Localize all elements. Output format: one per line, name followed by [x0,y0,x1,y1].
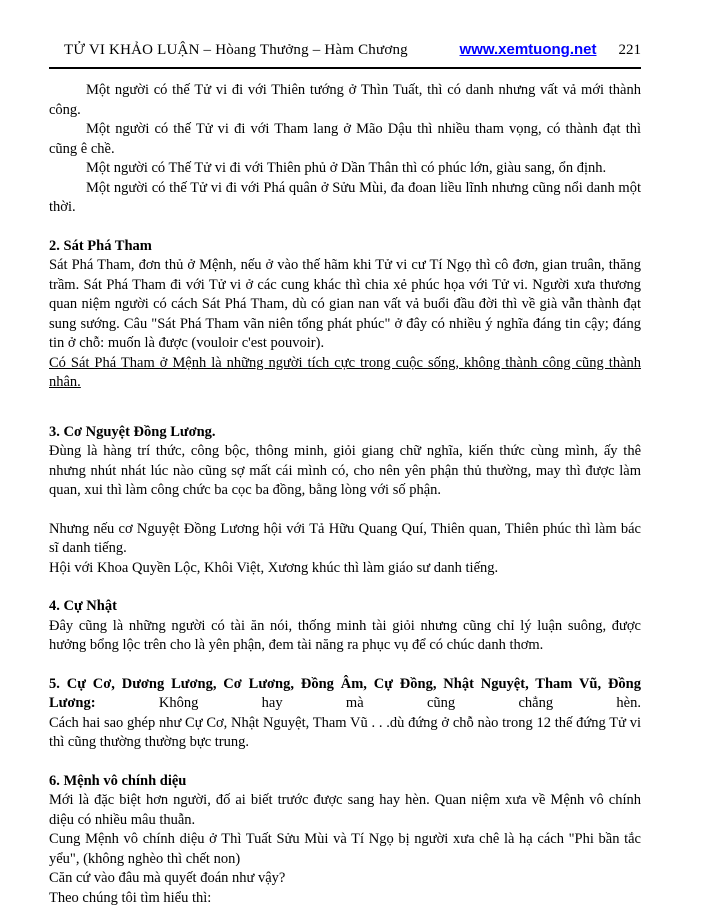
intro-paragraph-3: Một người có Thế Tử vi đi với Thiên phủ ở Dần Thân thì có phúc lớn, giàu sang, ổn định. [86,160,607,176]
header-divider [49,67,641,69]
intro-paragraph-4: Một người có thế Tử vi đi với Phá quân ở Sửu Mùi, đa đoan liều lĩnh nhưng cũng nổi danh một thời. [49,179,641,215]
page-header [64,40,641,60]
section-6-heading: 6. Mệnh vô chính diệu [49,772,187,789]
section-5-spread-phrase: Không hay mà cũng chẳng hèn. [158,695,641,711]
section-2-underlined-conclusion: Có Sát Phá Tham ở Mệnh là những người tích cực trong cuộc sống, không thành công cũng thành nhân. [49,354,641,390]
section-3-paragraph-2: Nhưng nếu cơ Nguyệt Đồng Lương hội với Tả Hữu Quang Quí, Thiên quan, Thiên phúc thì làm bác sĩ danh tiếng. [49,520,641,556]
website-link[interactable]: www.xemtuong.net [459,41,597,58]
section-6-paragraph-3: Căn cứ vào đâu mà quyết đoán như vậy? [49,870,286,886]
section-6-paragraph-1: Mới là đặc biệt hơn người, đố ai biết trước được sang hay hèn. Quan niệm xưa về Mệnh vô chính diệu có nhiều mâu thuẫn. [49,792,641,828]
section-6-paragraph-2: Cung Mệnh vô chính diệu ở Thì Tuất Sửu Mùi và Tí Ngọ bị người xưa chê là hạ cách "Phi bần tắc yểu", (không nghèo thì chết non) [49,831,641,867]
section-5-body: Cách hai sao ghép như Cự Cơ, Nhật Nguyệt, Tham Vũ . . .dù đứng ở chỗ nào trong 12 thế đứng Tử vi thì cũng thường thường bực trung. [49,714,641,750]
page-number: 221 [618,42,641,58]
section-5-heading: 5. Cự Cơ, Dương Lương, Cơ Lương, Đồng Âm, Cự Đồng, Nhật Nguyệt, Tham Vũ, Đồng Lương: [49,675,641,711]
section-5-opening [49,675,641,714]
section-3-body: Đùng là hàng trí thức, công bộc, thông minh, giỏi giang chữ nghĩa, kiến thức cùng mình, ấy thê nhưng nhút nhát lúc nào cũng sợ mất cái mình có, cho nên yên phận thủ thường, may thì được làm quan, xui thì làm công chức ba cọc ba đồng, bằng lòng với số phận. [49,443,641,498]
section-3-heading: 3. Cơ Nguyệt Đồng Lương. [49,423,216,440]
header-right-group [460,40,641,60]
section-2-heading: 2. Sát Phá Tham [49,237,152,254]
section-3-paragraph-3: Hội với Khoa Quyền Lộc, Khôi Việt, Xương khúc thì làm giáo sư danh tiếng. [49,559,499,576]
book-title: TỬ VI KHẢO LUẬN – Hòang Thưởng – Hàm Chương [64,42,408,58]
section-2-body: Sát Phá Tham, đơn thủ ở Mệnh, nếu ở vào thế hãm khi Tử vi cư Tí Ngọ thì cô đơn, gian truân, thăng trầm. Sát Phá Tham đi với Tử vi ở các cung khác thì chia xẻ phúc họa với Tử vi. Người xưa thương quan niệm người có cách Sát Phá Tham, dù có gian nan vất vả buổi đầu đời thì về già vẫn thành đạt sung sướng. Câu "Sát Phá Tham vãn niên tổng phát phúc" ở đây có nhiều ý nghĩa đáng tin cậy; đáng tin ở chỗ: muốn là được (vouloir c'est pouvoir). [49,257,641,351]
document-body [49,81,641,908]
intro-paragraph-2: Một người có thế Tử vi đi với Tham lang ở Mão Dậu thì nhiều tham vọng, có thành đạt thì cũng ê chề. [49,121,641,157]
section-4-heading: 4. Cự Nhật [49,598,117,614]
section-4-body: Đây cũng là những người có tài ăn nói, thống minh tài giỏi nhưng cũng chỉ lý luận suông, được hưởng bổng lộc trên cho là yên phận, đem tài năng ra phục vụ để có chúc danh thơm. [49,617,641,653]
intro-paragraph-1: Một người có thế Tử vi đi với Thiên tướng ở Thìn Tuất, thì có danh nhưng vất vả mới thành công. [49,82,641,118]
section-6-paragraph-4: Theo chúng tôi tìm hiểu thì: [49,889,212,906]
